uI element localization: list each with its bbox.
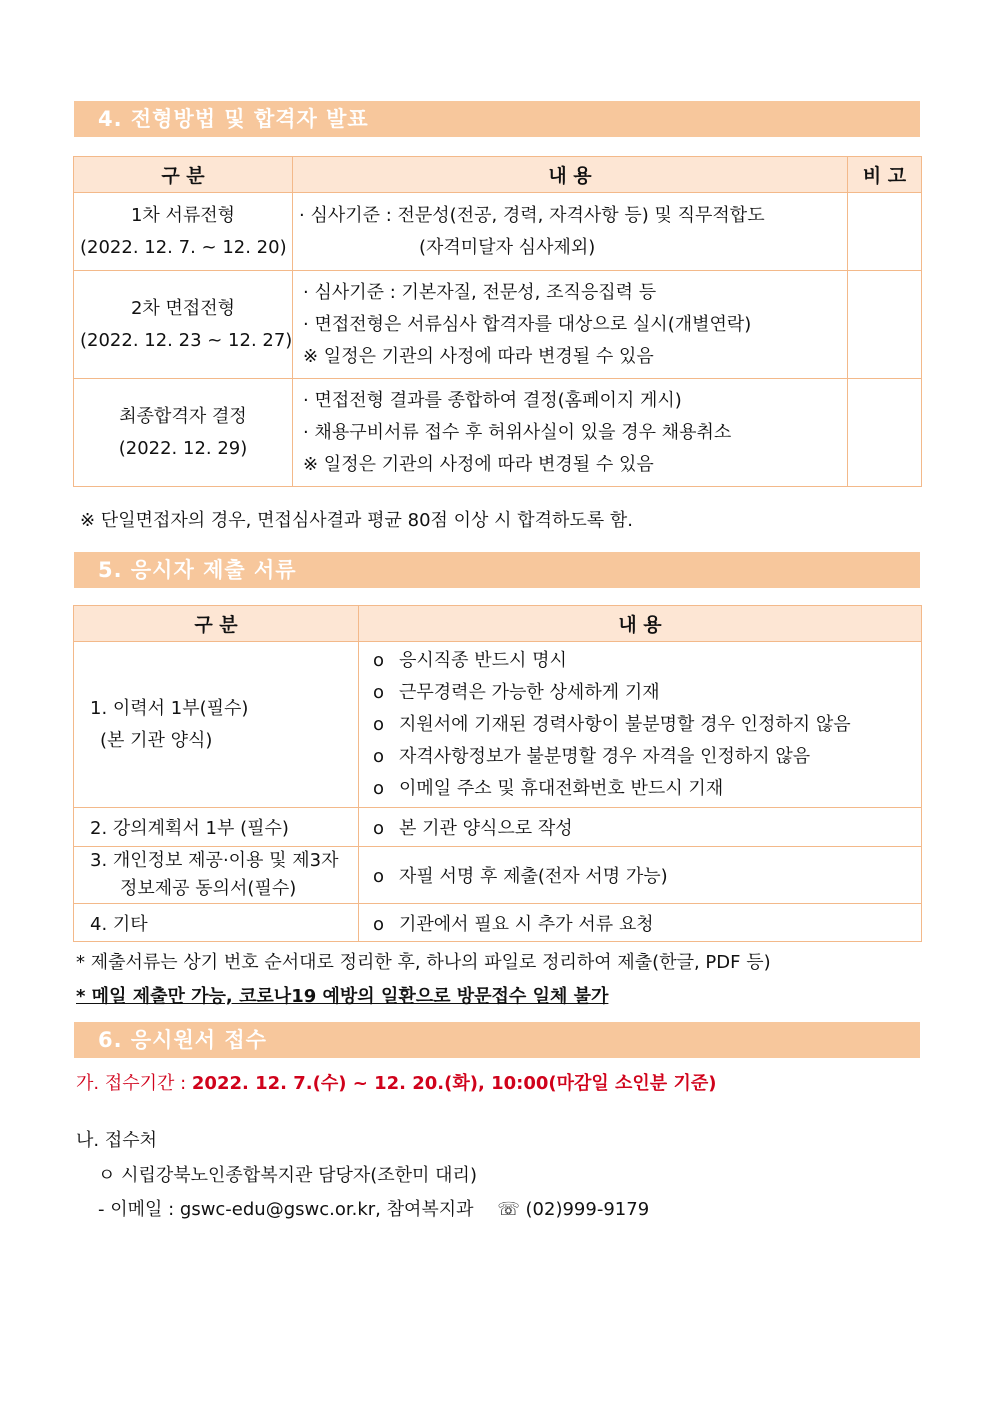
table-row [74,193,922,271]
header-category: 구 분 [74,606,359,642]
header-content: 내 용 [293,157,848,193]
row-content [359,642,922,808]
row-content: o 기관에서 필요 시 추가 서류 요청 [359,904,922,942]
row-label: 4. 기타 [74,904,359,942]
row-label: 2. 강의계획서 1부 (필수) [74,808,359,847]
section-4-title: 4. 전형방법 및 합격자 발표 [74,101,920,137]
period-label: 가. 접수기간 : [76,1073,192,1094]
receipt-place-label: 나. 접수처 [76,1130,157,1151]
table-row [74,379,922,487]
row-remark [848,379,922,487]
header-category: 구 분 [74,157,293,193]
table-row [74,271,922,379]
row-remark [848,193,922,271]
row-label: 1차 서류전형 (2022. 12. 7. ~ 12. 20) [74,193,293,271]
list-item: o 이메일 주소 및 휴대전화번호 반드시 기재 [373,777,724,799]
row-content: o 본 기관 양식으로 작성 [359,808,922,847]
row-label: 최종합격자 결정 (2022. 12. 29) [74,379,293,487]
row-content: · 심사기준 : 전문성(전공, 경력, 자격사항 등) 및 직무적합도 (자격미달자 심사제외) [293,193,848,271]
row-label: 3. 개인정보 제공·이용 및 제3자 정보제공 동의서(필수) [74,847,359,904]
list-item: o 자격사항정보가 불분명할 경우 자격을 인정하지 않음 [373,745,811,767]
submission-note: * 제출서류는 상기 번호 순서대로 정리한 후, 하나의 파일로 정리하여 제출(한글, PDF 등) [76,952,771,973]
list-item: o 지원서에 기재된 경력사항이 불분명할 경우 인정하지 않음 [373,713,851,735]
list-item: o 응시직종 반드시 명시 [373,649,567,671]
table-row [74,642,922,808]
header-remark: 비 고 [848,157,922,193]
email-only-note: * 메일 제출만 가능, 코로나19 예방의 일환으로 방문접수 일체 불가 [76,986,609,1007]
contact-email: - 이메일 : gswc-edu@gswc.or.kr, 참여복지과 ☏ (02)999-9179 [98,1199,650,1220]
table-row [74,847,922,904]
header-content: 내 용 [359,606,922,642]
interview-footnote: ※ 단일면접자의 경우, 면접심사결과 평균 80점 이상 시 합격하도록 함. [80,510,634,531]
phone-number: (02)999-9179 [525,1199,650,1220]
table-row [74,808,922,847]
period-value: 2022. 12. 7.(수) ~ 12. 20.(화), 10:00(마감일 소인분 기준) [191,1073,717,1094]
row-remark [848,271,922,379]
contact-person: ㅇ 시립강북노인종합복지관 담당자(조한미 대리) [98,1165,477,1186]
row-label: 1. 이력서 1부(필수) (본 기관 양식) [74,642,359,808]
table-row [74,904,922,942]
section-5-title: 5. 응시자 제출 서류 [74,552,920,588]
row-label: 2차 면접전형 (2022. 12. 23 ~ 12. 27) [74,271,293,379]
application-period [76,1069,716,1095]
row-content: · 심사기준 : 기본자질, 전문성, 조직응집력 등 · 면접전형은 서류심사 합격자를 대상으로 실시(개별연락) ※ 일정은 기관의 사정에 따라 변경될 수 있음 [293,271,848,379]
section-6-title: 6. 응시원서 접수 [74,1022,920,1058]
documents-table [73,605,922,942]
list-item: o 근무경력은 가능한 상세하게 기재 [373,681,660,703]
row-content: o 자필 서명 후 제출(전자 서명 가능) [359,847,922,904]
selection-method-table [73,156,922,487]
row-content: · 면접전형 결과를 종합하여 결정(홈페이지 게시) · 채용구비서류 접수 후 허위사실이 있을 경우 채용취소 ※ 일정은 기관의 사정에 따라 변경될 수 있음 [293,379,848,487]
phone-icon: ☏ [497,1199,520,1220]
